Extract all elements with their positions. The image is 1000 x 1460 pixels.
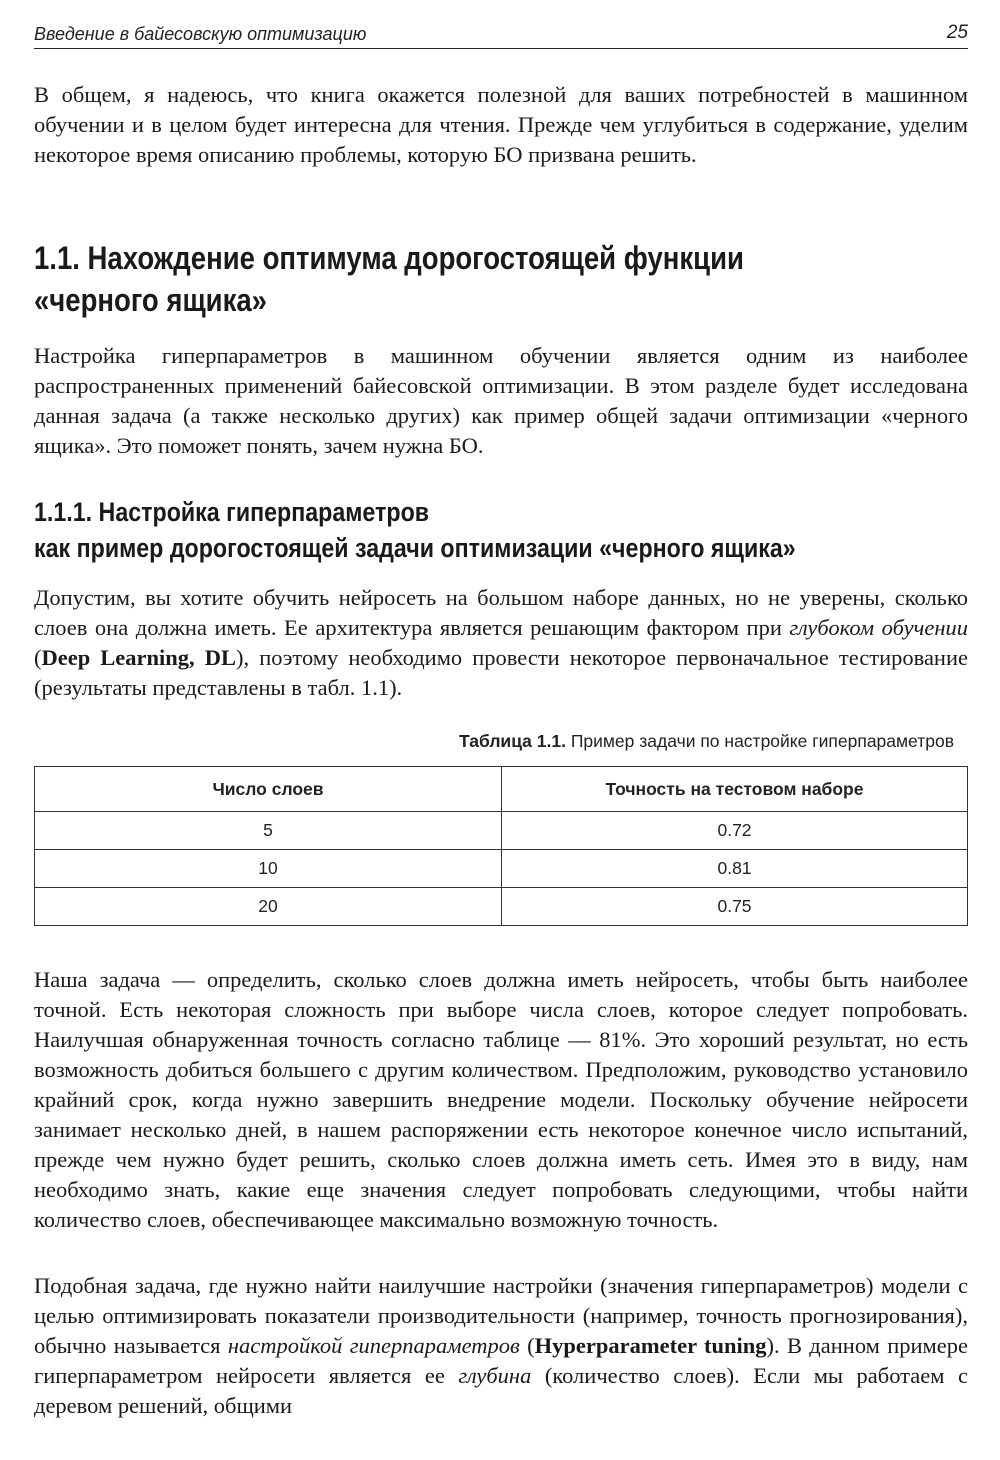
table-cell-layers: 5 [35,812,502,850]
text-run: (количество слоев). Если мы работаем с деревом решений, общими [34,1363,968,1418]
running-title: Введение в байесовскую оптимизацию [34,24,367,44]
section-1-1-1-paragraph [34,583,968,703]
text-run: ), поэтому необходимо провести некоторое первоначальное тестирование (результаты представлены в табл. 1.1). [34,645,968,700]
section-1-1-heading-line2: «черного ящика» [34,282,267,318]
table-caption-label: Таблица 1.1. [458,731,566,751]
italic-term: настройкой гиперпараметров [227,1333,520,1358]
text-run: Допустим, вы хотите обучить нейросеть на большом наборе данных, но не уверены, сколько слоев она должна иметь. Ее архитектура является решающим фактором при [34,585,968,640]
table-caption-text: Пример задачи по настройке гиперпараметров [565,731,954,751]
section-1-1-heading-line1: 1.1. Нахождение оптимума дорогостоящей функции [34,240,744,276]
table-cell-layers: 10 [35,850,502,888]
section-1-1-heading [34,237,971,321]
section-1-1-1-heading-line1: 1.1.1. Настройка гиперпараметров [34,497,430,527]
text-run: ( [34,645,42,670]
table-row [35,812,968,850]
after-table-paragraph: Наша задача — определить, сколько слоев должна иметь нейросеть, чтобы быть наиболее точной. Есть некоторая сложность при выборе числа слоев, которое следует попробовать. Наилучшая обнаруженная точность согласно таблице — 81%. Это хороший результат, но есть возможность добиться большего с другим количеством. Предположим, руководство установило крайний срок, когда нужно завершить внедрение модели. Поскольку обучение нейросети занимает несколько дней, в нашем распоряжении есть некоторое конечное число испытаний, прежде чем нужно будет решить, сколько слоев должна иметь сеть. Имея это в виду, нам необходимо знать, какие еще значения следует попробовать следующими, чтобы найти количество слоев, обеспечивающее максимально возможную точность. [34,967,968,1232]
column-header-accuracy: Точность на тестовом наборе [502,767,968,812]
running-header [34,20,968,49]
column-header-layers: Число слоев [35,767,502,812]
table-row [35,850,968,888]
table-cell-layers: 20 [35,888,502,926]
table-cell-accuracy: 0.72 [502,812,968,850]
text-run: ). В данном примере гиперпараметром нейросети является ее [34,1333,968,1388]
text-run: ( [519,1333,535,1358]
section-1-1-paragraph: Настройка гиперпараметров в машинном обучении является одним из наиболее распространенных применений байесовской оптимизации. В этом разделе будет исследована данная задача (а также несколько других) как пример общей задачи оптимизации «черного ящика». Это поможет понять, зачем нужна БО. [34,343,968,458]
table-header-row [35,767,968,812]
section-1-1-1-heading-line2: как пример дорогостоящей задачи оптимизации «черного ящика» [34,533,796,563]
table-cell-accuracy: 0.75 [502,888,968,926]
bold-term: Deep Learning, DL [41,645,237,670]
section-1-1-1-heading [34,494,971,566]
italic-term: глубина [458,1363,532,1388]
hyperparameter-tuning-paragraph [34,1271,968,1421]
table-caption [459,731,954,752]
italic-term: глубоком обучении [789,615,968,640]
table-row [35,888,968,926]
text-run: Подобная задача, где нужно найти наилучшие настройки (значения гиперпараметров) модели с целью оптимизировать показатели производительности (например, точность прогнозирования), обычно называется [34,1273,968,1358]
results-table [34,766,968,926]
page-number: 25 [946,22,968,43]
bold-term: Hyperparameter tuning [534,1333,767,1358]
intro-paragraph: В общем, я надеюсь, что книга окажется полезной для ваших потребностей в машинном обучении и в целом будет интересна для чтения. Прежде чем углубиться в содержание, уделим некоторое время описанию проблемы, которую БО призвана решить. [34,82,968,167]
table-cell-accuracy: 0.81 [502,850,968,888]
